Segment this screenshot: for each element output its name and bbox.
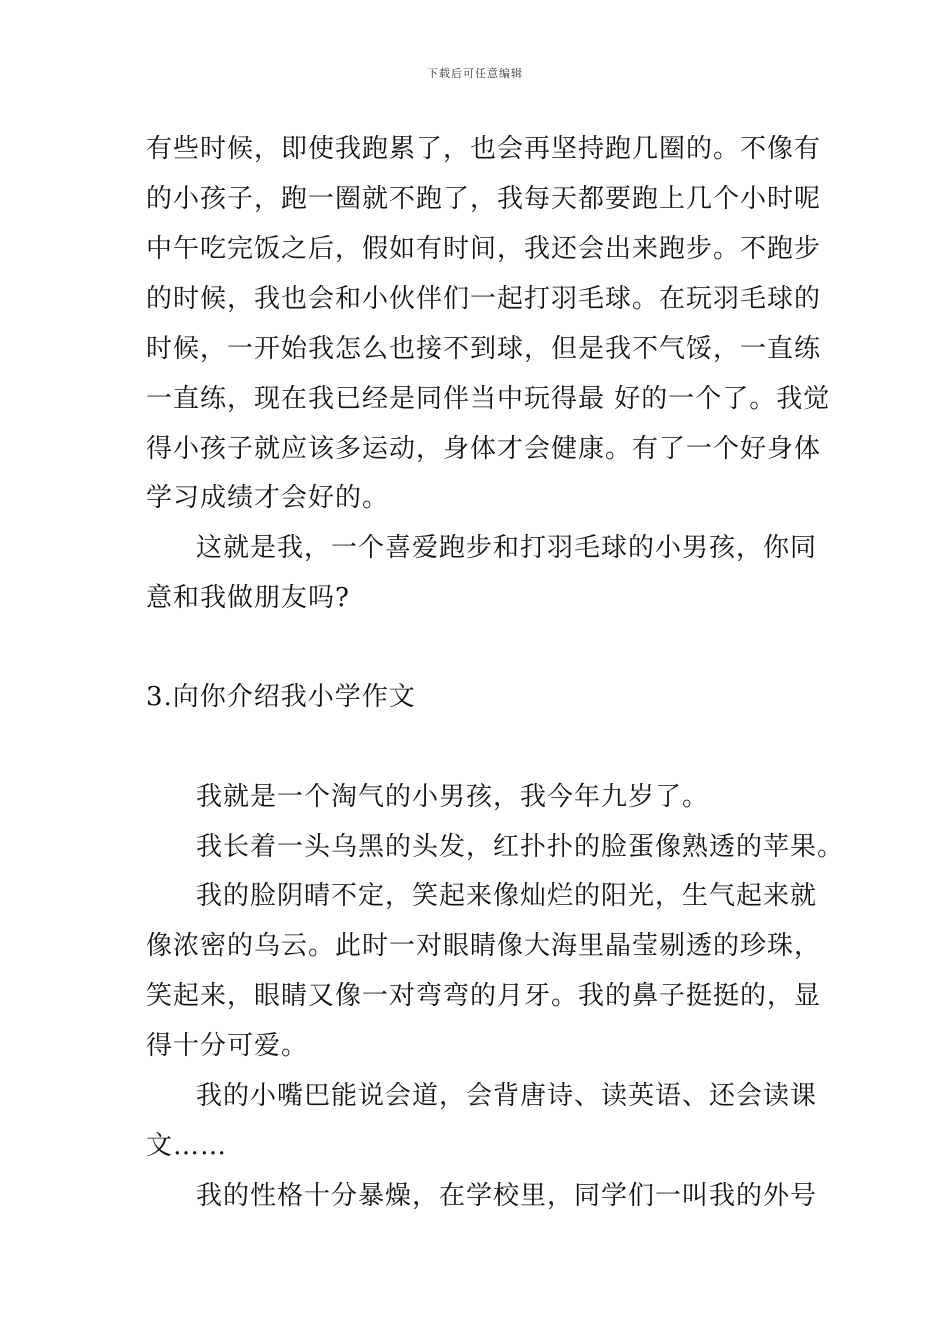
text-line: 一直练，现在我已经是同伴当中玩得最 好的一个了。我觉 xyxy=(146,384,831,414)
text-line: 的小孩子，跑一圈就不跑了，我每天都要跑上几个小时呢 xyxy=(146,184,822,214)
section-heading: 3.向你介绍我小学作文 xyxy=(146,682,416,712)
text-line: 我的性格十分暴燥，在学校里，同学们一叫我的外号 xyxy=(196,1181,818,1211)
text-line: 的时候，我也会和小伙伴们一起打羽毛球。在玩羽毛球的 xyxy=(146,284,822,314)
text-line: 得十分可爱。 xyxy=(146,1031,309,1061)
text-line: 我长着一头乌黑的头发，红扑扑的脸蛋像熟透的苹果。 xyxy=(196,832,845,862)
text-line: 时候，一开始我怎么也接不到球，但是我不气馁，一直练 xyxy=(146,334,822,364)
text-line: 我就是一个淘气的小男孩，我今年九岁了。 xyxy=(196,782,710,812)
text-line: 得小孩子就应该多运动，身体才会健康。有了一个好身体 xyxy=(146,434,822,464)
text-line: 像浓密的乌云。此时一对眼睛像大海里晶莹剔透的珍珠， xyxy=(146,931,822,961)
page-header: 下载后可任意编辑 xyxy=(427,67,523,80)
text-line: 意和我做朋友吗? xyxy=(146,583,350,613)
text-line: 我的小嘴巴能说会道，会背唐诗、读英语、还会读课 xyxy=(196,1081,818,1111)
text-line: 这就是我，一个喜爱跑步和打羽毛球的小男孩，你同 xyxy=(196,533,818,563)
text-line: 有些时候，即使我跑累了，也会再坚持跑几圈的。不像有 xyxy=(146,134,822,164)
text-line: 文…… xyxy=(146,1131,228,1161)
text-line: 我的脸阴晴不定，笑起来像灿烂的阳光，生气起来就 xyxy=(196,881,818,911)
text-line: 学习成绩才会好的。 xyxy=(146,483,390,513)
text-line: 笑起来，眼睛又像一对弯弯的月牙。我的鼻子挺挺的，显 xyxy=(146,981,822,1011)
text-line: 中午吃完饭之后，假如有时间，我还会出来跑步。不跑步 xyxy=(146,234,822,264)
